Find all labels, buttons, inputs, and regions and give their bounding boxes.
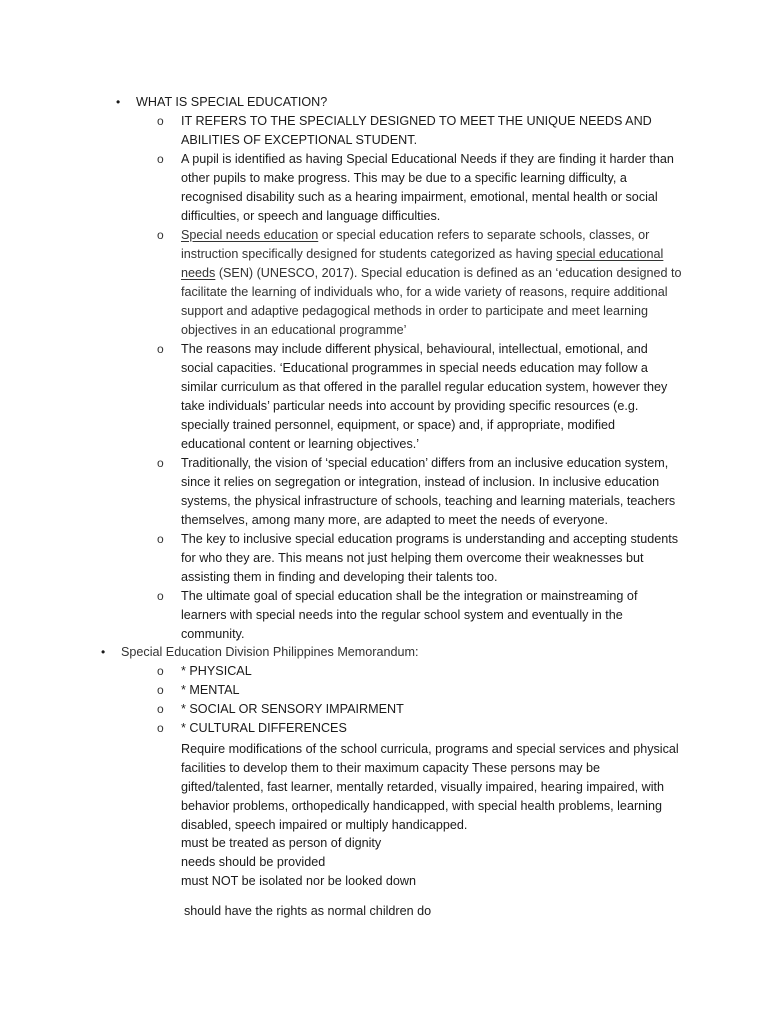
final-line: should have the rights as normal children do	[184, 904, 432, 918]
list-item: The ultimate goal of special education shall be the integration or mainstreaming of learners with special needs into the regular school system and eventually in the community.	[181, 589, 638, 641]
list-item: * SOCIAL OR SENSORY IMPAIRMENT	[181, 702, 404, 716]
list-item: A pupil is identified as having Special Educational Needs if they are finding it harder than other pupils to make progress. This may be due to a specific learning difficulty, a recognised disability such as a hearing impairment, emotional, mental health or social difficulties, or speech and language difficulties.	[181, 152, 674, 223]
list-item	[181, 226, 683, 340]
section2-heading: Special Education Division Philippines Memorandum:	[121, 645, 419, 659]
section1-heading: WHAT IS SPECIAL EDUCATION?	[136, 95, 328, 109]
text-line: must be treated as person of dignity	[181, 836, 382, 850]
sub-bullet: o	[157, 114, 164, 128]
list-item: * MENTAL	[181, 683, 240, 697]
sub-bullet: o	[157, 721, 164, 735]
bullet: •	[116, 95, 121, 109]
sub-bullet: o	[157, 589, 164, 603]
item-text: or special education refers to separate schools, classes, or instruction specifically designed for students categorized as having	[181, 228, 650, 261]
list-item: IT REFERS TO THE SPECIALLY DESIGNED TO MEET THE UNIQUE NEEDS AND ABILITIES OF EXCEPTIONAL STUDENT.	[181, 114, 652, 147]
item-text: (SEN) (UNESCO, 2017). Special education is defined as an ‘education designed to facilitate the learning of individuals who, for a wide variety of reasons, require additional support and adaptive pedagogical methods in order to participate and meet learning objectives in an educational programme’	[181, 266, 682, 337]
sub-bullet: o	[157, 664, 164, 678]
list-item: Traditionally, the vision of ‘special education’ differs from an inclusive education system, since it relies on segregation or integration, instead of inclusion. In inclusive education systems, the physical infrastructure of schools, teaching and learning materials, teachers themselves, among many more, are adapted to meet the needs of everyone.	[181, 456, 676, 527]
list-item: The key to inclusive special education programs is understanding and accepting students for who they are. This means not just helping them overcome their weaknesses but assisting them in finding and developing their talents too.	[181, 532, 679, 584]
sub-bullet: o	[157, 456, 164, 470]
special-educational-needs-link[interactable]: special educational needs	[181, 247, 664, 280]
bullet: •	[101, 645, 106, 659]
paragraph: Require modifications of the school curricula, programs and special services and physical facilities to develop them to their maximum capacity These persons may be gifted/talented, fast learner, mentally retarded, visually impaired, hearing impaired, with behavior problems, orthopedically handicapped, with special health problems, learning disabled, speech impaired or multiply handicapped.	[181, 742, 679, 832]
sub-bullet: o	[157, 532, 164, 546]
list-item: * PHYSICAL	[181, 664, 252, 678]
sub-bullet: o	[157, 342, 164, 356]
sub-bullet: o	[157, 228, 164, 242]
sub-bullet: o	[157, 702, 164, 716]
sub-bullet: o	[157, 152, 164, 166]
sub-bullet: o	[157, 683, 164, 697]
text-line: must NOT be isolated nor be looked down	[181, 874, 416, 888]
list-item: The reasons may include different physical, behavioural, intellectual, emotional, and social capacities. ‘Educational programmes in special needs education may follow a similar curriculum as that offered in the parallel regular education system, however they take individuals’ particular needs into account by providing specific resources (e.g. specially trained personnel, equipment, or space) and, if appropriate, modified educational content or learning objectives.’	[181, 342, 668, 451]
list-item: * CULTURAL DIFFERENCES	[181, 721, 347, 735]
special-needs-education-link[interactable]: Special needs education	[181, 228, 319, 242]
text-line: needs should be provided	[181, 855, 326, 869]
